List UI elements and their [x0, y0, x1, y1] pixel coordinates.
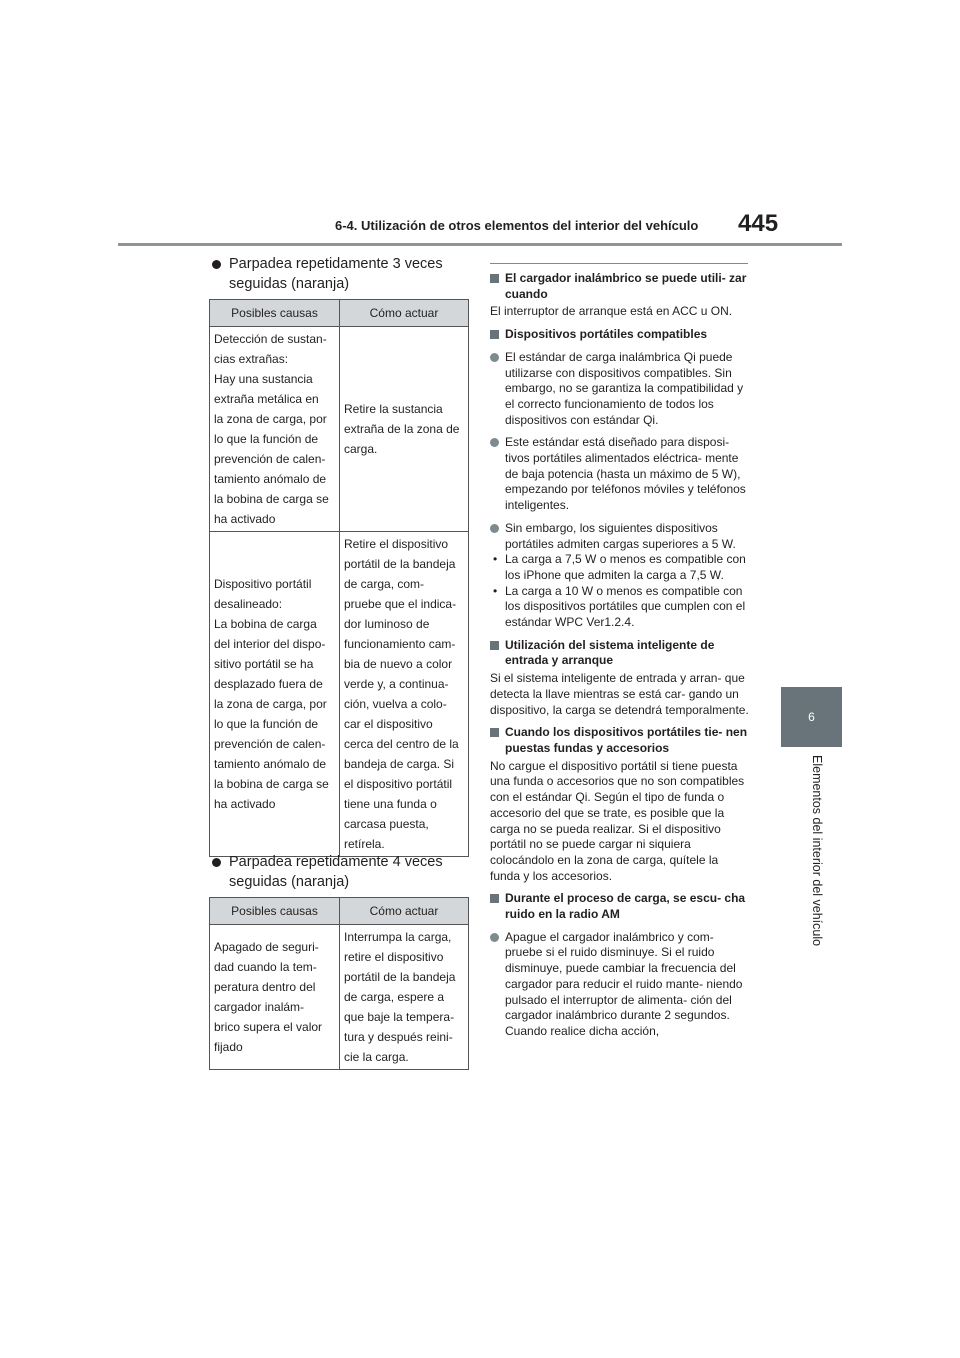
- square-bullet-icon: [490, 894, 499, 903]
- cell-line: cargador inalám-: [214, 1000, 305, 1014]
- cell-line: que baje la tempera-: [344, 1010, 455, 1024]
- cell-line: Dispositivo portátil: [214, 577, 312, 591]
- cell-line: prevención de calen-: [214, 737, 326, 751]
- item-text: La carga a 10 W o menos es compatible con los dispositivos portátiles que cumplen con el estándar WPC Ver1.2.4.: [505, 583, 746, 630]
- cell-line: verde y, a continua-: [344, 677, 449, 691]
- paragraph: Si el sistema inteligente de entrada y arran- que detecta la llave mientras se está car- gando un dispositivo, la carga se detendrá temporalmente.: [490, 671, 749, 717]
- table-header-cell: Posibles causas: [210, 898, 340, 925]
- section-heading: [490, 891, 750, 922]
- bullet-dot: [212, 260, 221, 269]
- cell-line: la bobina de carga se: [214, 492, 329, 506]
- cell-line: dor luminoso de: [344, 617, 430, 631]
- circle-bullet-item: [490, 350, 750, 429]
- sub-item: [490, 584, 750, 631]
- cell-line: Retire el dispositivo: [344, 537, 449, 551]
- item-text: Sin embargo, los siguientes dispositivos portátiles admiten cargas superiores a 5 W.: [505, 520, 736, 551]
- section-heading-text: Cuando los dispositivos portátiles tie- nen puestas fundas y accesorios: [505, 725, 748, 755]
- item-text: El estándar de carga inalámbrica Qi puede utilizarse con dispositivos compatibles. Sin embargo, no se garantiza la compatibilidad y el correcto funcionamiento de todos los dispositivos con estándar Qi.: [505, 349, 744, 427]
- section-heading-text: Utilización del sistema inteligente de entrada y arranque: [505, 637, 715, 668]
- right-column: [490, 263, 750, 1040]
- chapter-number: 6: [808, 710, 815, 724]
- bullet-dot: [212, 858, 221, 867]
- bullet-heading-2: [212, 852, 469, 892]
- item-text: Apague el cargador inalámbrico y com- pruebe si el ruido disminuye. Si el ruido disminuye, puede cambiar la frecuencia del cargador para reducir el ruido mante- niendo pulsado el interruptor de alimenta- ción del cargador inalámbrico durante 2 segundos. Cuando realice dicha acción,: [505, 929, 743, 1038]
- action-cell: [340, 925, 469, 1070]
- cell-line: tiene una funda o: [344, 797, 437, 811]
- cell-line: cerca del centro de la: [344, 737, 459, 751]
- cell-line: carga.: [344, 442, 378, 456]
- column-rule: [490, 263, 748, 264]
- cell-line: Hay una sustancia: [214, 372, 313, 386]
- cell-line: la zona de carga, por: [214, 697, 327, 711]
- square-bullet-icon: [490, 330, 499, 339]
- cell-line: Detección de sustan-: [214, 332, 327, 346]
- chapter-title: Elementos del interior del vehículo: [810, 755, 824, 947]
- section-heading: [490, 271, 750, 302]
- item-text: Este estándar está diseñado para disposi- tivos portátiles alimentados eléctrica- mente de baja potencia (hasta un máximo de 5 W), empezando por teléfonos móviles y teléfonos inteligentes.: [505, 435, 746, 513]
- table-header-row: [210, 898, 469, 925]
- cell-line: carcasa puesta,: [344, 817, 429, 831]
- cell-line: tamiento anómalo de: [214, 472, 327, 486]
- sub-item: [490, 552, 750, 583]
- cell-line: bia de nuevo a color: [344, 657, 453, 671]
- cell-line: portátil de la bandeja: [344, 970, 456, 984]
- chapter-tab: [781, 687, 842, 747]
- item-text: La carga a 7,5 W o menos es compatible con los iPhone que admiten la carga a 7,5 W.: [505, 552, 746, 582]
- cell-line: retírela.: [344, 837, 385, 851]
- paragraph: No cargue el dispositivo portátil si tiene puesta una funda o accesorios que no son compatibles con el estándar Qi. Según el tipo de funda o accesorio del que se trate, es posible que la carga no se pueda realizar. Si el dispositivo portátil no se puede cargar ni siquiera colocándolo en la zona de carga, quítele la funda y los accesorios.: [490, 758, 745, 883]
- cell-line: lo que la función de: [214, 432, 319, 446]
- header-rule: [118, 243, 842, 246]
- cell-line: la zona de carga, por: [214, 412, 327, 426]
- cell-line: Apagado de seguri-: [214, 940, 319, 954]
- circle-bullet-icon: [490, 438, 499, 447]
- circle-bullet-icon: [490, 933, 499, 942]
- paragraph: El interruptor de arranque está en ACC u ON.: [490, 304, 733, 319]
- circle-bullet-icon: [490, 353, 499, 362]
- dot-bullet-icon: •: [493, 552, 498, 567]
- square-bullet-icon: [490, 274, 499, 283]
- section-heading: [490, 327, 750, 343]
- cell-line: La bobina de carga: [214, 617, 317, 631]
- cell-line: ción, vuelva a colo-: [344, 697, 447, 711]
- section-heading-text: Durante el proceso de carga, se escu- cha ruido en la radio AM: [505, 891, 746, 922]
- cell-line: desplazado fuera de: [214, 677, 323, 691]
- cell-line: dad cuando la tem-: [214, 960, 317, 974]
- section-heading-text: Dispositivos portátiles compatibles: [505, 327, 708, 342]
- action-cell: [340, 327, 469, 532]
- bullet-heading-text: Parpadea repetidamente 4 veces seguidas (naranja): [229, 854, 443, 890]
- table-row: [210, 532, 469, 857]
- section-heading: [490, 725, 750, 756]
- circle-bullet-item: [490, 521, 750, 552]
- cell-line: cie la carga.: [344, 1050, 409, 1064]
- circle-bullet-icon: [490, 524, 499, 533]
- table-header-cell: Cómo actuar: [340, 898, 469, 925]
- cell-line: peratura dentro del: [214, 980, 316, 994]
- cell-line: sitivo portátil se ha: [214, 657, 314, 671]
- bullet-heading-1: [212, 254, 469, 294]
- circle-bullet-item: [490, 930, 750, 1040]
- cell-line: ha activado: [214, 797, 276, 811]
- causes-table-1: [209, 299, 469, 857]
- cell-line: lo que la función de: [214, 717, 319, 731]
- cell-line: de carga, espere a: [344, 990, 445, 1004]
- cell-line: extraña metálica en: [214, 392, 319, 406]
- cell-line: Interrumpa la carga,: [344, 930, 452, 944]
- cell-line: fijado: [214, 1040, 243, 1054]
- cell-line: tura y después reini-: [344, 1030, 453, 1044]
- causes-table-2: [209, 897, 469, 1070]
- cause-cell: [210, 532, 340, 857]
- table-header-cell: Cómo actuar: [340, 300, 469, 327]
- page-number: 445: [738, 210, 779, 237]
- cell-line: extraña de la zona de: [344, 422, 460, 436]
- cell-line: pruebe que el indica-: [344, 597, 457, 611]
- square-bullet-icon: [490, 641, 499, 650]
- cell-line: desalineado:: [214, 597, 283, 611]
- cell-line: retire el dispositivo: [344, 950, 444, 964]
- cell-line: cias extrañas:: [214, 352, 289, 366]
- cell-line: portátil de la bandeja: [344, 557, 456, 571]
- cause-cell: [210, 925, 340, 1070]
- circle-bullet-item: [490, 435, 750, 514]
- cause-cell: [210, 327, 340, 532]
- action-cell: [340, 532, 469, 857]
- cell-line: Retire la sustancia: [344, 402, 443, 416]
- cell-line: del interior del dispo-: [214, 637, 326, 651]
- cell-line: car el dispositivo: [344, 717, 433, 731]
- square-bullet-icon: [490, 728, 499, 737]
- cell-line: la bobina de carga se: [214, 777, 329, 791]
- cell-line: bandeja de carga. Si: [344, 757, 455, 771]
- cell-line: brico supera el valor: [214, 1020, 323, 1034]
- table-header-cell: Posibles causas: [210, 300, 340, 327]
- table-header-row: [210, 300, 469, 327]
- cell-line: el dispositivo portátil: [344, 777, 453, 791]
- cell-line: funcionamiento cam-: [344, 637, 456, 651]
- bullet-heading-text: Parpadea repetidamente 3 veces seguidas (naranja): [229, 256, 443, 292]
- cell-line: tamiento anómalo de: [214, 757, 327, 771]
- section-title: 6-4. Utilización de otros elementos del interior del vehículo: [335, 218, 699, 233]
- table-row: [210, 925, 469, 1070]
- section-heading: [490, 638, 750, 669]
- cell-line: ha activado: [214, 512, 276, 526]
- cell-line: prevención de calen-: [214, 452, 326, 466]
- table-row: [210, 327, 469, 532]
- cell-line: de carga, com-: [344, 577, 425, 591]
- section-heading-text: El cargador inalámbrico se puede utili- zar cuando: [505, 271, 747, 301]
- dot-bullet-icon: •: [493, 583, 498, 598]
